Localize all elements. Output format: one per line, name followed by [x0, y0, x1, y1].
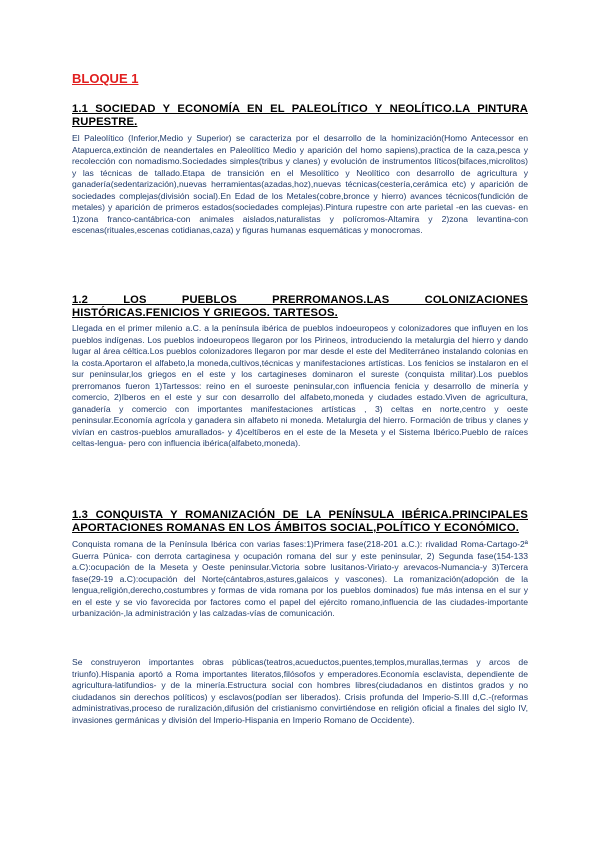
- section-2-heading: 1.2 LOS PUEBLOS PRERROMANOS.LAS COLONIZACIONES HISTÓRICAS.FENICIOS Y GRIEGOS. TARTESOS.: [72, 294, 528, 319]
- section-3-heading: 1.3 CONQUISTA Y ROMANIZACIÓN DE LA PENÍNSULA IBÉRICA.PRINCIPALES APORTACIONES ROMANAS EN LOS ÁMBITOS SOCIAL,POLÍTICO Y ECONÓMICO.: [72, 509, 528, 534]
- section-3-paragraph-2: Se construyeron importantes obras públicas(teatros,acueductos,puentes,templos,murallas,termas y arcos de triunfo).Hispania aportó a Roma importantes literatos,filósofos y emperadores.Economía esclavista, dependiente de agricultura-latifundios- y de la minería.Estructura social con hombres libres(ciudadanos en distintos grados y no ciudadanos sin derechos políticos) y esclavos(podían ser liberados). Crisis profunda del Imperio-S.III d,C.-(reformas administrativas,proceso de ruralización,difusión del cristianismo convirtiéndose en religión oficial a finales del siglo IV, invasiones germánicas y división del Imperio-Hispania en Imperio Romano de Occidente).: [72, 657, 528, 725]
- section-1-paragraph: El Paleolítico (Inferior,Medio y Superior) se caracteriza por el desarrollo de la hominización(Homo Antecessor en Atapuerca,extinción de neandertales en Paleolítico Medio y aparición del homo sapiens),practica de la caza,pesca y recolección con nomadismo.Sociedades simples(tribus y clanes) y evolución de instrumentos líticos(bifaces,microlitos) y las técnicas de tallado.Etapa de transición en el Mesolítico y Neolítico con desarrollo de agricultura y ganadería(sedentarización),nuevas herramientas(azadas,hoz),nuevas técnicas(cestería,cerámica etc) y aparición de sociedades complejas(división social).En Edad de los Metales(cobre,bronce y hierro) avances técnicos(fundición de metales) y aparición de primeros estados(sociedades complejas).Pintura rupestre con arte parietal -en las cuevas- en 1)zona franco-cantábrica-con animales aislados,naturalistas y polícromos-Altamira y 2)zona levantina-con escenas(rituales,escenas cotidianas,caza) y figuras humanas esquemáticas y monocromas.: [72, 133, 528, 236]
- section-1-heading: 1.1 SOCIEDAD Y ECONOMÍA EN EL PALEOLÍTICO Y NEOLÍTICO.LA PINTURA RUPESTRE.: [72, 103, 528, 128]
- section-2-paragraph: Llegada en el primer milenio a.C. a la península ibérica de pueblos indoeuropeos y colonizadores que influyen en los pueblos indígenas. Los pueblos indoeuropeos llegaron por los Pirineos, introduciendo la metalurgia del hierro y dando lugar al área céltica.Los pueblos colonizadores llegaron por mar desde el este del Mediterráneo instalando colonias en la costa.Aportaron el alfabeto,la moneda,cultivos,técnicas y manifestaciones artísticas. Los fenicios se instalaron en el sur peninsular,los griegos en el este y los cartagineses dominaron el sureste (conquista militar).Los pueblos prerromanos fueron 1)Tartessos: reino en el suroeste peninsular,con influencia fenicia y desarrollo de minería y comercio, 2)Iberos en el este y sur con desarrollo del alfabeto,moneda y ciudades estado.Viven de agricultura, ganadería y comercio con importantes manifestaciones artísticas , 3) celtas en norte,centro y oeste peninsular.Economía agrícola y ganadera sin alfabeto ni moneda. Metalurgia del hierro. Formación de tribus y clanes y vivían en castros-pueblos amurallados- y 4)celtíberos en el este de la Meseta y el Sistema Ibérico.Pueblo de raíces celtas-lengua- pero con influencia ibérica(alfabeto,moneda).: [72, 323, 528, 449]
- section-3-paragraph-1: Conquista romana de la Península Ibérica con varias fases:1)Primera fase(218-201 a.C.): rivalidad Roma-Cartago-2ª Guerra Púnica- con derrota cartaginesa y ocupación romana del sur y este peninsular, 2) Segunda fase(154-133 a.C):ocupación de la Meseta y Oeste peninsular.Victoria sobre lusitanos-Viriato-y arevacos-Numancia-y 3)Tercera fase(29-19 a.C):ocupación del Norte(cántabros,astures,galaicos y vascones). La romanización(adopción de la lengua,religión,derecho,costumbres y formas de vida romana por los pueblos dominados) fue más intensa en el sur y en el este y se vio favorecida por factores como el papel del ejército romano,influencia de las ciudades-importante urbanización-,la administración y las calzadas-vías de comunicación.: [72, 539, 528, 619]
- document-title: BLOQUE 1: [72, 71, 139, 86]
